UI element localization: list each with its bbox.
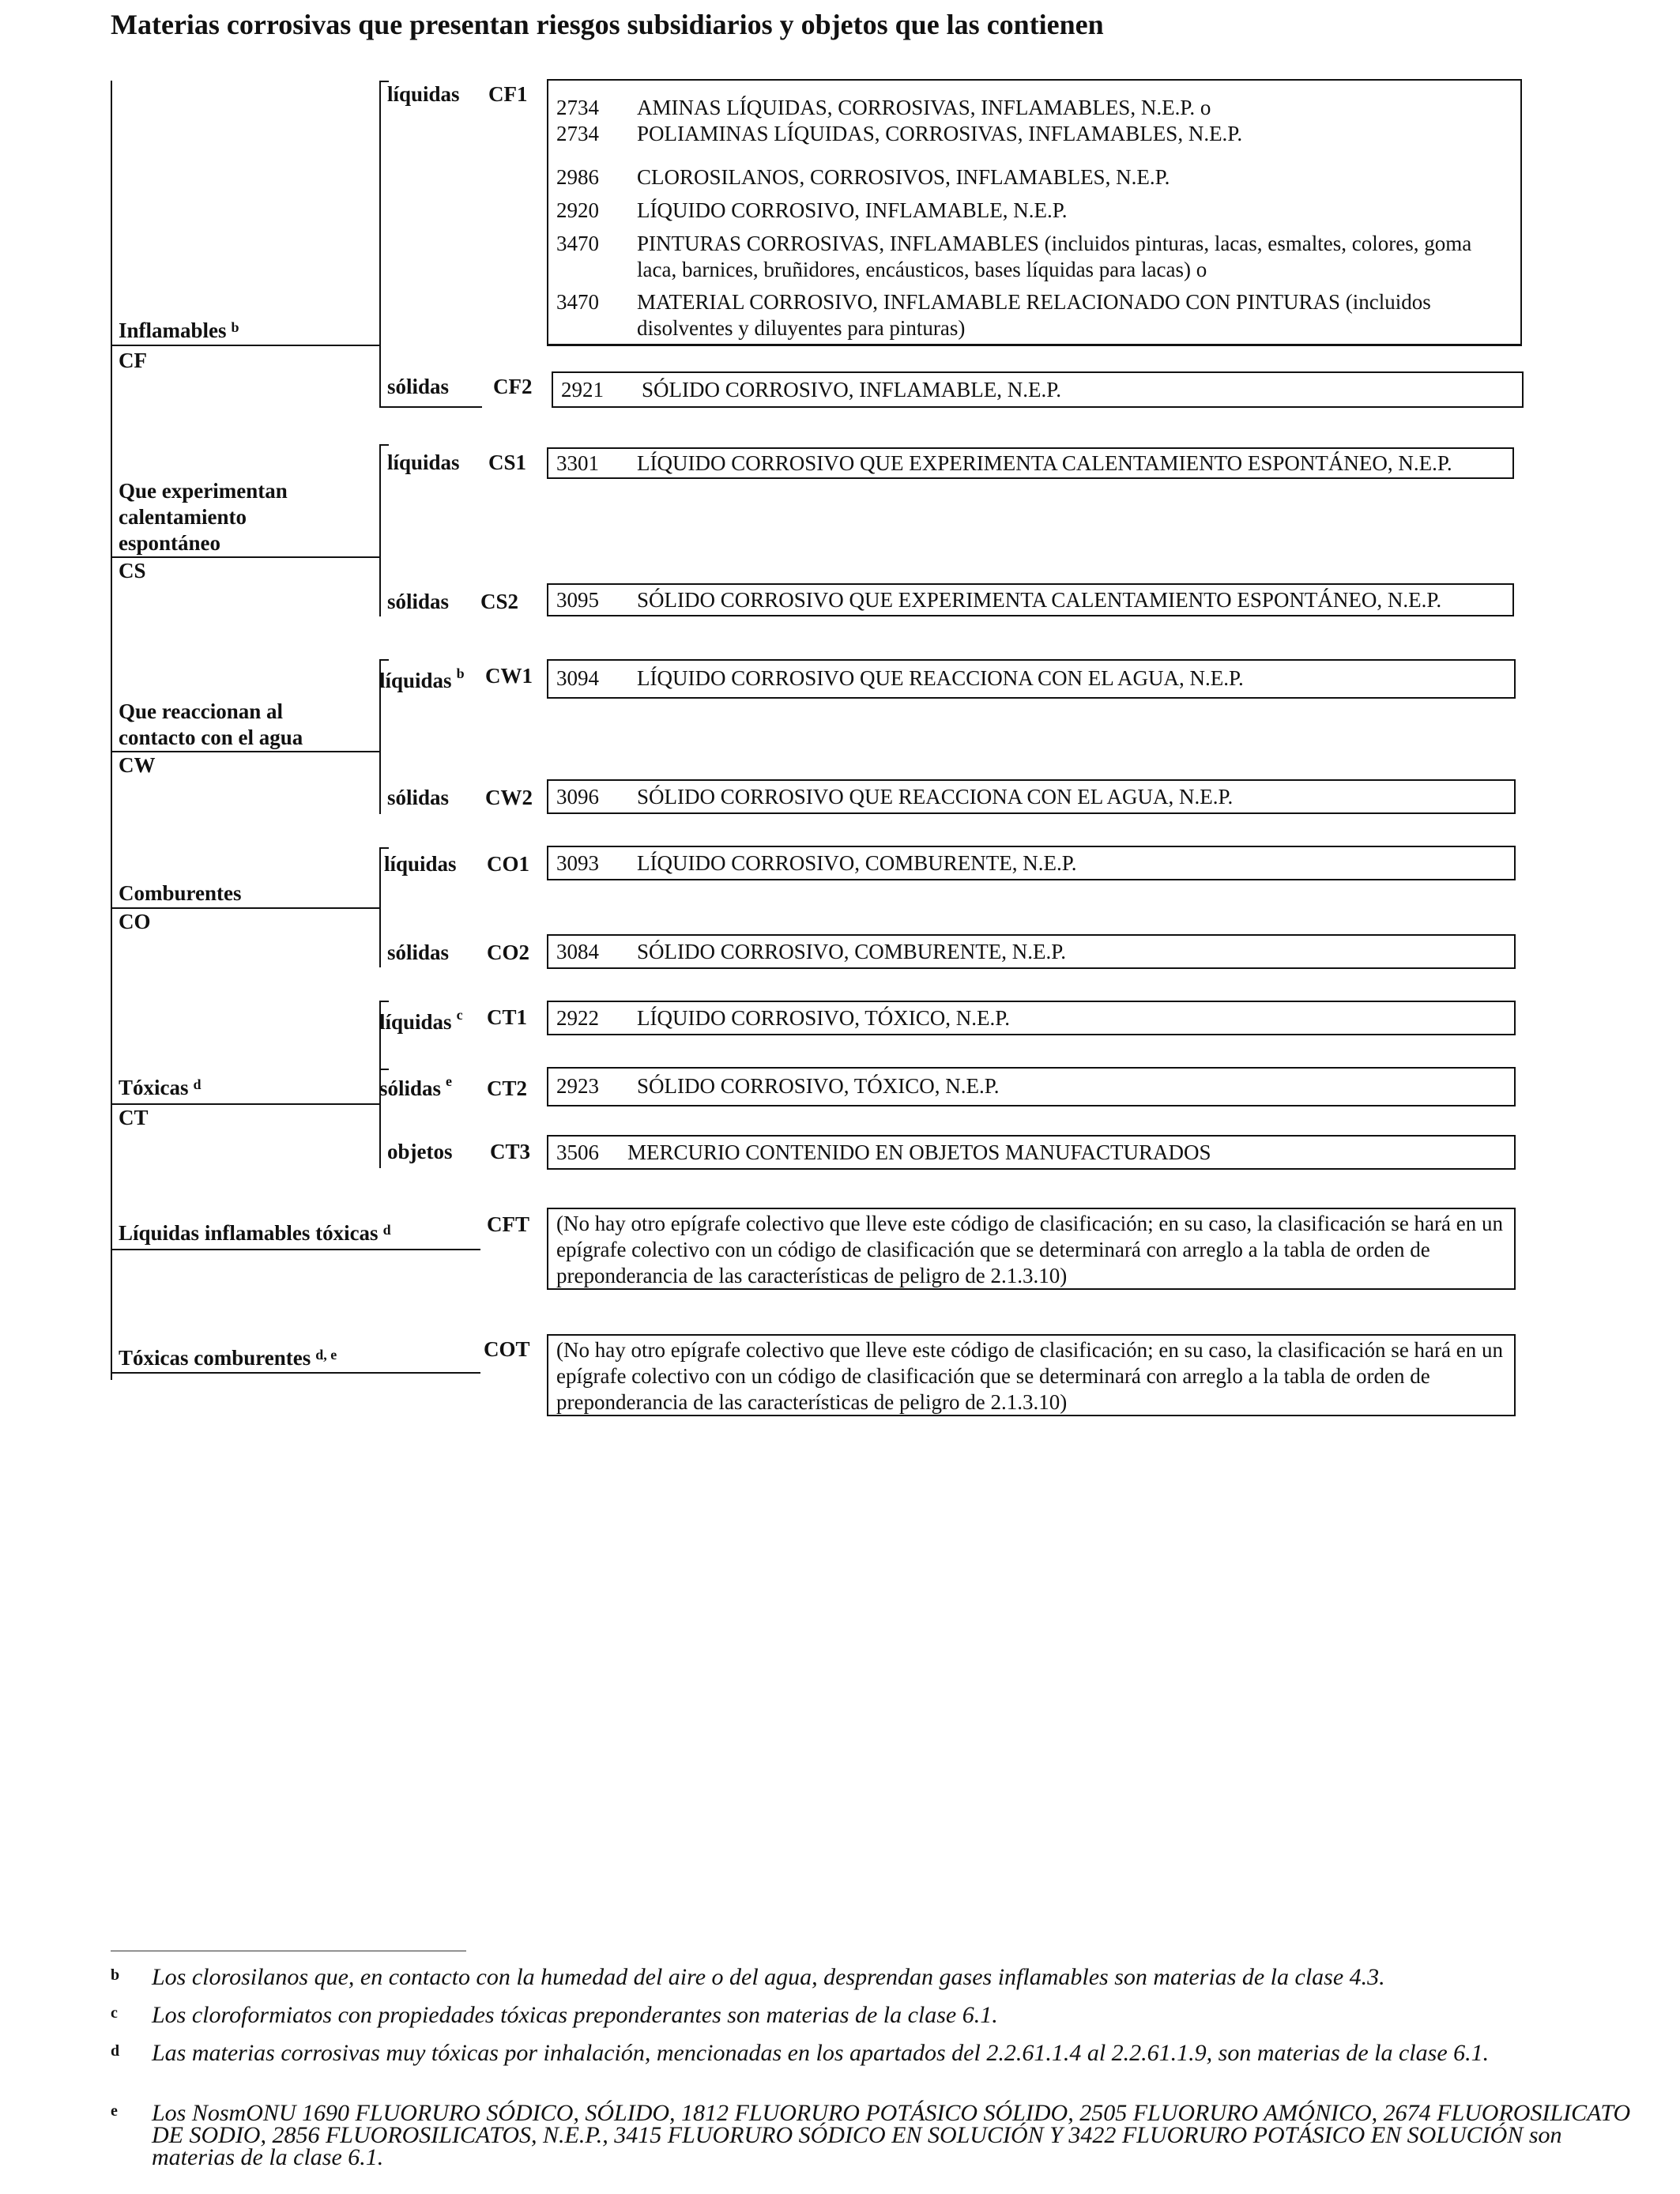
- entry-name: LÍQUIDO CORROSIVO, TÓXICO, N.E.P.: [637, 1006, 1011, 1030]
- category-line: calentamiento: [119, 505, 247, 529]
- entry-name: SÓLIDO CORROSIVO QUE EXPERIMENTA CALENTAMIENTO ESPONTÁNEO, N.E.P.: [637, 588, 1442, 612]
- entry-name: LÍQUIDO CORROSIVO QUE REACCIONA CON EL AGUA, N.E.P.: [637, 666, 1244, 690]
- un-number: 3095: [556, 588, 599, 612]
- class-code-cf1: CF1: [488, 82, 528, 106]
- entry-box-co1: [547, 846, 1516, 880]
- entry-name: POLIAMINAS LÍQUIDAS, CORROSIVAS, INFLAMABLES, N.E.P.: [637, 122, 1243, 145]
- entry-box-cs1: [547, 447, 1514, 479]
- class-code-ct3: CT3: [490, 1140, 531, 1163]
- branch-tick: [379, 659, 389, 661]
- category-toxicas-comburentes: Tóxicas comburentes $^{d, e}$: [119, 1346, 337, 1370]
- category-liquidas-inflamables-toxicas: Líquidas inflamables tóxicas $^d$: [119, 1221, 391, 1245]
- trunk-line: [111, 81, 112, 1380]
- note-text: (No hay otro epígrafe colectivo que lleve este código de clasificación; en su caso, la clasificación se hará en un epígrafe colectivo con un código de clasificación que se determinará con arreglo a la tabla de orden de preponderancia de las características de peligro de 2.1.3.10): [556, 1338, 1503, 1414]
- entry-box-cw2: [547, 779, 1516, 814]
- sub-label-solid: sólidas: [387, 941, 450, 964]
- branch-line: [379, 444, 381, 616]
- un-number: 3094: [556, 666, 599, 690]
- un-number: 3470: [556, 232, 599, 255]
- category-line: espontáneo: [119, 531, 221, 555]
- category-code-cf: CF: [119, 349, 147, 372]
- category-code-cs: CS: [119, 559, 146, 582]
- un-number: 3301: [556, 451, 599, 475]
- note-box-cot: [547, 1334, 1516, 1416]
- category-inflamables: Inflamables $^b$: [119, 319, 239, 342]
- footnote-mark: b: [111, 1966, 120, 1984]
- entry-box-cf1: [547, 79, 1522, 346]
- category-underline: [111, 1103, 381, 1105]
- un-number: 3093: [556, 851, 599, 875]
- category-underline: [111, 1372, 480, 1374]
- category-underline: [111, 1249, 480, 1250]
- class-code-cs2: CS2: [480, 590, 519, 613]
- category-reaccionan-agua: [119, 699, 303, 751]
- sub-label-liquid: líquidas: [384, 852, 457, 876]
- entry-name: SÓLIDO CORROSIVO, TÓXICO, N.E.P.: [637, 1074, 1000, 1098]
- sub-label-solid: sólidas $^e$: [379, 1073, 453, 1100]
- entry-name: LÍQUIDO CORROSIVO QUE EXPERIMENTA CALENTAMIENTO ESPONTÁNEO, N.E.P.: [637, 451, 1452, 475]
- entry-box-ct1: [547, 1001, 1516, 1035]
- entry-name: AMINAS LÍQUIDAS, CORROSIVAS, INFLAMABLES, N.E.P. o: [637, 96, 1211, 119]
- footnote-text: Las materias corrosivas muy tóxicas por inhalación, mencionadas en los apartados del 2.2.61.1.4 al 2.2.61.1.9, son materias de la clase 6.1.: [152, 2040, 1490, 2066]
- entry-name: PINTURAS CORROSIVAS, INFLAMABLES (incluidos pinturas, lacas, esmaltes, colores, goma laca, barnices, bruñidores, encáusticos, bases líquidas para lacas) o: [637, 232, 1472, 281]
- class-code-co1: CO1: [487, 852, 529, 876]
- category-comburentes: Comburentes: [119, 881, 242, 905]
- sub-label-solid: sólidas: [387, 786, 450, 809]
- category-underline: [111, 345, 381, 346]
- un-number: 3506: [556, 1140, 599, 1164]
- entry-name: MATERIAL CORROSIVO, INFLAMABLE RELACIONADO CON PINTURAS (incluidos disolventes y diluyentes para pinturas): [637, 290, 1431, 340]
- sub-label-liquid: líquidas $^c$: [379, 1007, 463, 1034]
- category-code-cw: CW: [119, 753, 156, 777]
- sub-label-liquid: líquidas: [387, 82, 460, 106]
- entry-name: MERCURIO CONTENIDO EN OBJETOS MANUFACTURADOS: [627, 1140, 1211, 1164]
- footnote-text: Los NosmONU 1690 FLUORURO SÓDICO, SÓLIDO, 1812 FLUORURO POTÁSICO SÓLIDO, 2505 FLUORURO AMÓNICO, 2674 FLUOROSILICATO DE SODIO, 2856 FLUOROSILICATOS, N.E.P., 3415 FLUORURO SÓDICO EN SOLUCIÓN Y 3422 FLUORURO POTÁSICO EN SOLUCIÓN son materias de la clase 6.1.: [152, 2100, 1631, 2170]
- class-code-cf2: CF2: [493, 375, 533, 398]
- footnote-text: Los clorosilanos que, en contacto con la humedad del aire o del agua, desprendan gases inflamables son materias de la clase 4.3.: [152, 1964, 1385, 1990]
- category-code-ct: CT: [119, 1106, 149, 1129]
- un-number: 2920: [556, 198, 599, 222]
- un-number: 2923: [556, 1074, 599, 1098]
- un-number: 2922: [556, 1006, 599, 1030]
- entry-name: SÓLIDO CORROSIVO, INFLAMABLE, N.E.P.: [642, 378, 1062, 401]
- footnote-mark: d: [111, 2042, 120, 2060]
- branch-tick: [379, 1069, 389, 1070]
- category-toxicas: Tóxicas $^d$: [119, 1076, 202, 1099]
- category-calentamiento: [119, 478, 288, 556]
- entry-box-cs2: [547, 583, 1514, 616]
- category-code-co: CO: [119, 910, 151, 933]
- un-number: 3084: [556, 940, 599, 963]
- branch-line: [379, 847, 381, 967]
- entry-name: SÓLIDO CORROSIVO QUE REACCIONA CON EL AGUA, N.E.P.: [637, 785, 1234, 809]
- un-number: 2986: [556, 165, 599, 189]
- branch-tick: [379, 406, 482, 408]
- sub-label-objects: objetos: [387, 1140, 453, 1163]
- branch-tick: [379, 444, 389, 446]
- footnote-mark: e: [111, 2102, 118, 2120]
- page-title: Materias corrosivas que presentan riesgos subsidiarios y objetos que las contienen: [111, 9, 1104, 40]
- category-underline: [111, 907, 381, 909]
- class-code-cw1: CW1: [485, 664, 533, 688]
- un-number: 3096: [556, 785, 599, 809]
- entry-box-co2: [547, 934, 1516, 969]
- class-code-cot: COT: [484, 1337, 530, 1361]
- footnote-text: Los cloroformiatos con propiedades tóxicas preponderantes son materias de la clase 6.1.: [152, 2002, 998, 2028]
- un-number: 3470: [556, 290, 599, 314]
- branch-tick: [379, 847, 389, 849]
- note-box-cft: [547, 1208, 1516, 1290]
- entry-name: SÓLIDO CORROSIVO, COMBURENTE, N.E.P.: [637, 940, 1067, 963]
- branch-tick: [379, 1001, 389, 1002]
- category-underline: [111, 556, 381, 558]
- class-code-co2: CO2: [487, 941, 529, 964]
- sub-label-solid: sólidas: [387, 590, 450, 613]
- class-code-cft: CFT: [487, 1212, 529, 1236]
- note-text: (No hay otro epígrafe colectivo que lleve este código de clasificación; en su caso, la clasificación se hará en un epígrafe colectivo con un código de clasificación que se determinará con arreglo a la tabla de orden de preponderancia de las características de peligro de 2.1.3.10): [556, 1212, 1503, 1287]
- entry-name: LÍQUIDO CORROSIVO, INFLAMABLE, N.E.P.: [637, 198, 1068, 222]
- entry-box-cw1: [547, 659, 1516, 699]
- category-line: Que experimentan: [119, 479, 288, 503]
- category-line: contacto con el agua: [119, 726, 303, 749]
- entry-name: LÍQUIDO CORROSIVO, COMBURENTE, N.E.P.: [637, 851, 1077, 875]
- class-code-cw2: CW2: [485, 786, 533, 809]
- footnote-mark: c: [111, 2004, 118, 2022]
- sub-label-liquid: líquidas: [387, 450, 460, 474]
- entry-box-ct3: [547, 1135, 1516, 1170]
- class-code-ct2: CT2: [487, 1076, 528, 1100]
- un-number: 2734: [556, 96, 599, 119]
- class-code-ct1: CT1: [487, 1005, 528, 1029]
- class-code-cs1: CS1: [488, 450, 527, 474]
- branch-line: [379, 81, 381, 408]
- entry-box-cf2: [552, 371, 1524, 408]
- sub-label-liquid: líquidas $^b$: [379, 665, 465, 692]
- un-number: 2734: [556, 122, 599, 145]
- entry-name: CLOROSILANOS, CORROSIVOS, INFLAMABLES, N.E.P.: [637, 165, 1170, 189]
- category-line: Que reaccionan al: [119, 699, 283, 723]
- sub-label-solid: sólidas: [387, 375, 450, 398]
- entry-box-ct2: [547, 1067, 1516, 1106]
- un-number: 2921: [561, 378, 604, 401]
